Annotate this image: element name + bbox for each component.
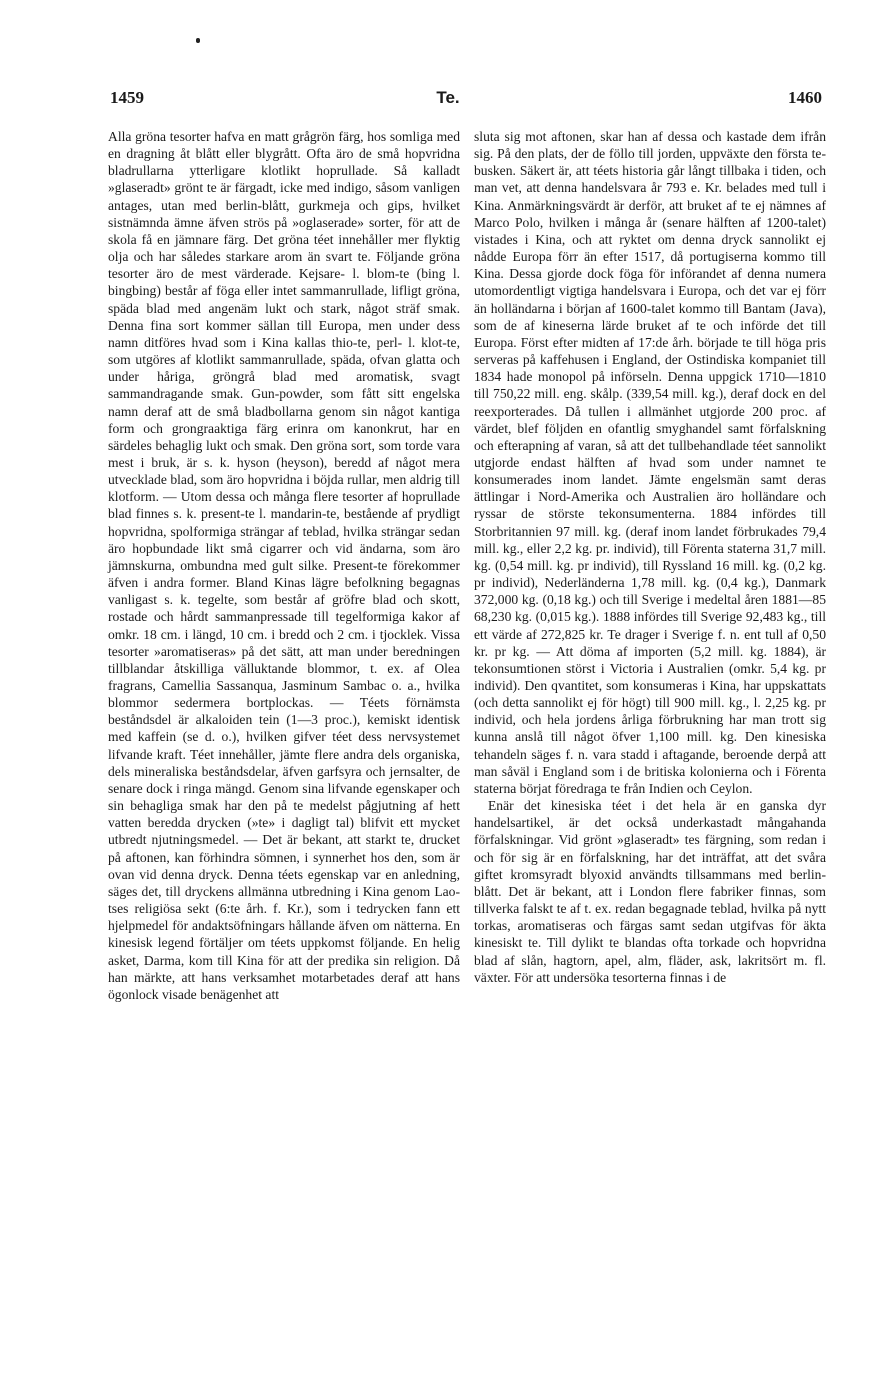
paragraph: Alla gröna tesorter hafva en matt grågrön färg, hos somliga med en dragning åt blått eller blygrått. Ofta äro de små hopvridna bladrullarna ytterligare klotlikt hoprullade. Så kalladt »glaseradt» grönt te är färgadt, icke med indigo, såsom vanligen antages, utan med berlin-blått, gurkmeja och gips, hvilket sistnämnda ämne äfven strös på »oglaserade» sorter, för att de skola få en jämnare färg. Det gröna téet innehåller mer flyktig olja och har således starkare arom än svart te. Följande gröna tesorter äro de mest värderade. Kejsare- l. blom-te (bing l. bingbing) består af föga eller intet sammanrullade, lifligt gröna, späda blad med angenäm lukt och stark, något sträf smak. Denna fina sort kommer sällan till Europa, men under dess namn ditföres hvad som i Kina kallas thio-te, perl- l. klot-te, som utgöres af klotlikt sammanrullade, späda, ofvan glatta och under håriga, gröngrå blad med aromatisk, svagt sammandragande smak. Gun-powder, som fått sitt engelska namn deraf att de små bladbollarna genom sin något kantiga form och grongraaktiga färg erinra om kanonkrut, har en särdeles behaglig lukt och smak. Den gröna sort, som torde vara mest i bruk, är s. k. hyson (heyson), beredd af något mera utvecklade blad, som äro hopvridna i böjda rullar, men aldrig till klotform. — Utom dessa och många flere tesorter af hoprullade blad finnes s. k. present-te l. mandarin-te, bestående af prydligt hopvridna, spolformiga strängar af teblad, hvilka strängar sedan äro hopbundade likt små cigarrer och vid ändarna, som äro jämnskurna, ombundna med gult silke. Present-te förekommer äfven i andra former. Bland Kinas lägre befolkning begagnas vanligast s. k. tegelte, som består af gröfre blad och skott, rostade och hårdt sammanpressade till tegelformiga kakor af omkr. 18 cm. i längd, 10 cm. i bredd och 2 cm. i tjocklek. Vissa tesorter »aromatiseras» på det sätt, att man under beredningen tillblandar åtskilliga välluktande blommor, t. ex. af Olea fragrans, Camellia Sassanqua, Jasminum Sambac o. a., hvilka blommor sedermera bortplockas. — Téets förnämsta beståndsdel är alkaloiden tein (1—3 proc.), kemiskt identisk med kaffein (se d. o.), hvilken gifver téet dess nervsystemet lifvande kraft. Téet innehåller, jämte flere andra dels organiska, dels mineraliska beståndsdelar, äfven garfsyra och jernsalter, de senare dock i ringa mängd. Genom sina lifvande egenskaper och sin behagliga smak har den på te medelst pågjutning af hett vatten beredda drycken (»te» i dagligt tal) blifvit ett mycket utbredt njutningsmedel. — Det är bekant, att starkt te, drucket på aftonen, kan förhindra sömnen, i synnerhet hos den, som är ovan vid denna dryck. Denna téets egenskap var en anledning, säges det, till dryckens allmänna utbredning i Kina genom Lao-tses religiösa sekt (6:te årh. f. Kr.), som i tedrycken fann ett hjelpmedel för andaktsöfningars hållande äfven om nätterna. En kinesisk legend förtäljer om téets uppkomst följande. En helig asket, Darma, kom till Kina för att der predika sin religion. Då han märkte, att hans verksamhet motarbetades deraf att hans ögonlock visade benägenhet att — [108, 129, 460, 1002]
running-title: Te. — [436, 88, 460, 107]
paragraph: Enär det kinesiska téet i det hela är en ganska dyr handelsartikel, är det också underkastadt mångahanda förfalskningar. Vid grönt »glaseradt» tes färgning, som redan i och för sig är en förfalskning, har det inträffat, att det svåra giftet kromsyradt blyoxid användts tillsammans med berlin-blått. Det är bekant, att i London flere fabriker finnas, som tillverka falskt te af t. ex. redan begagnade teblad, hvilka på nytt torkas, aromatiseras och färgas samt sedan utgifvas för äkta kinesiskt te. Till dylikt te blandas ofta torkade och hopvridna blad af slån, hagtorn, apel, alm, fläder, ask, lakritsört m. fl. växter. För att undersöka tesorterna finnas i de — [474, 798, 826, 985]
page-number-left: 1459 — [110, 88, 144, 107]
paragraph: sluta sig mot aftonen, skar han af dessa och kastade dem ifrån sig. På den plats, der de föllo till jorden, uppväxte den första te-busken. Säkert är, att téets historia går långt tillbaka i tiden, och man vet, att denna handelsvara år 793 e. Kr. belades med tull i Kina. Anmärkningsvärdt är derför, att bruket af te ej nämnes af Marco Polo, hvilken i många år (senare hälften af 1200-talet) vistades i Kina, och att ryktet om denna dryck sannolikt ej nådde Europa förr än efter 1517, då portugiserna kommo till Kina. Dessa gjorde dock föga för införandet af denna numera utomordentligt vigtiga handelsvara i Europa, och det var ej förr än holländarna i början af 1600-talet kommo till Bantam (Java), som de af kineserna lärde bruket af te och införde det till Europa. Först efter midten af 17:de årh. började te till höga pris serveras på kaffehusen i England, der Ostindiska kompaniet till 1834 hade monopol på införseln. Denna uppgick 1710—1810 till 750,22 mill. eng. skålp. (339,54 mill. kg.), deraf dock en del reexporterades. Då tullen i allmänhet utgjorde 200 proc. af värdet, blef följden en ofantlig smyghandel samt förfalskning och efterapning af varan, så att det tullbehandlade téet sannolikt utgjorde endast hälften af hvad som under namnet te konsumerades inom landet. Jämte engelsmän samt deras ättlingar i Nord-Amerika och Australien äro holländare och ryssar de störste tekonsumenterna. 1884 infördes till Storbritannien 97 mill. kg. (deraf inom landet förbrukades 79,4 mill. kg., eller 2,2 kg. pr. individ), till Förenta staterna 31,7 mill. kg. (0,54 mill. kg. pr individ), till Ryssland 16 mill. kg. (0,2 kg. pr individ), Nederländerna 1,78 mill. kg. (0,4 kg.), Danmark 372,000 kg. (0,18 kg.) och till Sverige i medeltal åren 1881—85 68,230 kg. (0,015 kg.). 1888 infördes till Sverige 92,483 kg., till ett värde af 272,825 kr. Te drager i Sverige f. n. ent tull af 0,50 kr. pr kg. — Att döma af importen (5,2 mill. kg. 1884), är tekonsumtionen störst i Victoria i Australien (omkr. 5,4 kg. pr individ). Den qvantitet, som konsumeras i Kina, har uppskattats (och detta sannolikt ej för högt) till 900 mill. kg., l. 2,25 kg. pr individ, och hela jordens årliga förbrukning har man trott sig kunna anslå till något öfver 1,100 mill. kg. Den kinesiska tehandeln säges f. n. vara stadd i aftagande, beroende derpå att man såväl i England som i de britiska kolonierna och i Förenta staterna börjat föredraga te från Indien och Ceylon. — [474, 129, 826, 796]
ink-dot — [196, 38, 200, 43]
page-header — [0, 88, 896, 112]
left-column — [108, 128, 460, 1003]
page-number-right: 1460 — [788, 88, 822, 107]
right-column — [474, 128, 826, 986]
